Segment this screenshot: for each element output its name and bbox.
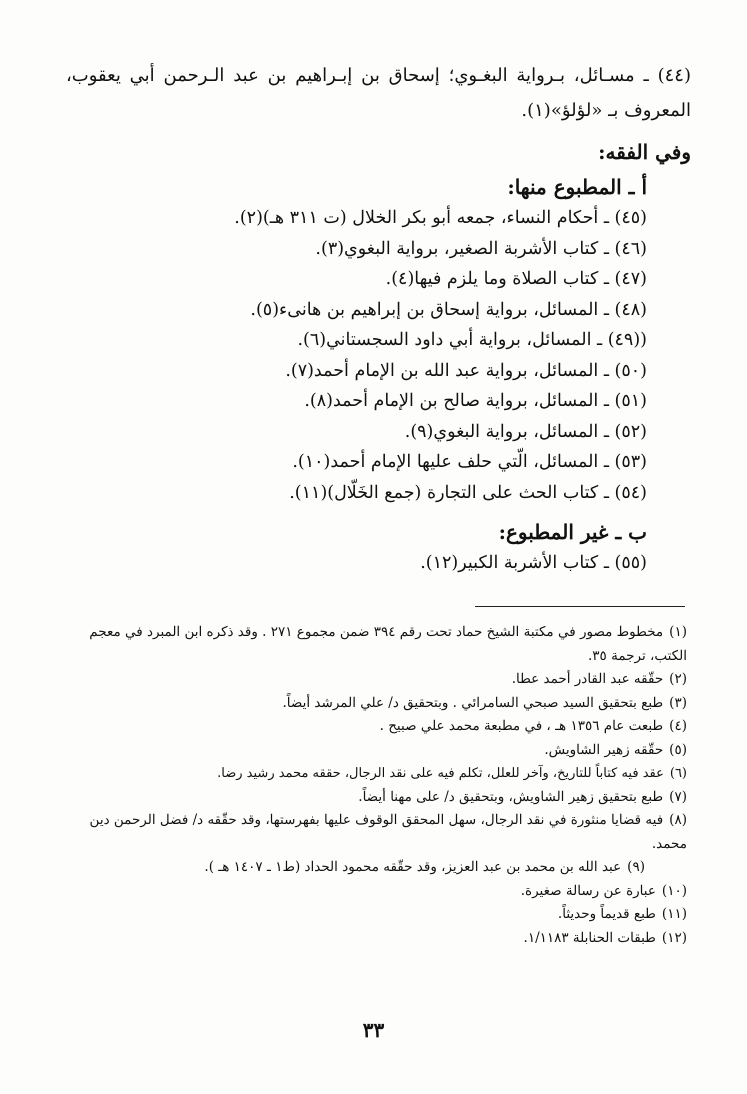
unprinted-works-list xyxy=(60,548,647,579)
footnote-divider xyxy=(475,606,685,607)
footnote-number: (٢) xyxy=(669,671,687,687)
footnote-text: مخطوط مصور في مكتبة الشيخ حماد تحت رقم ٣٩٤ ضمن مجموع ٢٧١ . وقد ذكره ابن المبرد في معجم الكتب، ترجمة ٣٥. xyxy=(89,624,687,664)
printed-works-list xyxy=(60,203,647,508)
footnote-number: (١) xyxy=(669,624,687,640)
footnote-number: (١٢) xyxy=(661,929,687,946)
list-item: (٥٤) ـ كتاب الحث على التجارة (جمع الخَلّال)(١١). xyxy=(289,482,647,503)
footnote-number: (٩) xyxy=(627,859,645,875)
footnote-number: (٣) xyxy=(669,694,687,711)
footnote xyxy=(64,668,687,692)
footnote-text: عبد الله بن محمد بن عبد العزيز، وقد حقّقه محمود الحداد (ط١ ـ ١٤٠٧ هـ ). xyxy=(204,859,622,875)
footnote-number: (٤) xyxy=(669,718,687,734)
unprinted-heading: ب ـ غير المطبوع: xyxy=(498,520,647,544)
footnote xyxy=(64,786,687,810)
list-item: (٥٥) ـ كتاب الأشربة الكبير(١٢). xyxy=(420,553,647,573)
footnote xyxy=(64,739,687,763)
footnote-text: حقّقه زهير الشاويش. xyxy=(544,741,664,758)
footnote-text: طبقات الحنابلة ١/١١٨٣. xyxy=(523,929,656,946)
footnote-text: حقّقه عبد القادر أحمد عطا. xyxy=(511,671,664,687)
footnote-text: طبع بتحقيق زهير الشاويش، وبتحقيق د/ على مهنا أيضاً. xyxy=(358,788,664,805)
footnote xyxy=(64,715,687,739)
footnote xyxy=(64,621,687,668)
list-item: (٥١) ـ المسائل، برواية صالح بن الإمام أحمد(٨). xyxy=(304,391,647,411)
footnote-text: طبعت عام ١٣٥٦ هـ ، في مطبعة محمد علي صبيح . xyxy=(379,718,664,734)
footnote-number: (١١) xyxy=(661,906,687,922)
footnote xyxy=(64,880,687,904)
footnote-text: فيه قضايا منثورة في نقد الرجال، سهل المحقق الوقوف عليها بفهرستها، وقد حقّقه د/ فضل الرحمن دين محمد. xyxy=(89,812,687,852)
footnote-text: طبع بتحقيق السيد صبحي السامرائي . وبتحقيق د/ علي المرشد أيضاً. xyxy=(282,694,664,711)
footnote-number: (١٠) xyxy=(661,882,687,899)
footnote-text: عقد فيه كتاباً للتاريخ، وآخر للعلل، تكلم فيه على نقد الرجال، حققه محمد رشيد رضا. xyxy=(217,766,664,781)
intro-paragraph: (٤٤) ـ مسـائل، بـرواية البغـوي؛ إسحاق بن إبـراهيم بن عبد الـرحمن أبي يعقوب، المعروف بـ «لؤلؤ»(١). xyxy=(66,65,691,121)
list-item: (٥٠) ـ المسائل، برواية عبد الله بن الإمام أحمد(٧). xyxy=(285,360,647,381)
footnote xyxy=(64,927,687,951)
footnote xyxy=(64,809,687,856)
footnote-number: (٥) xyxy=(669,741,687,758)
list-item: ((٤٩) ـ المسائل، برواية أبي داود السجستاني(٦). xyxy=(297,330,647,350)
page-number: ٣٣ xyxy=(362,1018,385,1042)
list-item: (٤٧) ـ كتاب الصلاة وما يلزم فيها(٤). xyxy=(385,269,647,289)
list-item: (٤٦) ـ كتاب الأشربة الصغير، برواية البغوي(٣). xyxy=(315,238,647,259)
footnote-number: (٧) xyxy=(669,788,687,805)
footnote xyxy=(64,762,687,786)
footnote-text: عبارة عن رسالة صغيرة. xyxy=(520,882,656,899)
footnote-number: (٦) xyxy=(669,766,687,781)
footnote-number: (٨) xyxy=(669,812,687,828)
footnote xyxy=(64,692,687,716)
list-item: (٥٣) ـ المسائل، الّتي حلف عليها الإمام أحمد(١٠). xyxy=(292,452,647,472)
fiqh-heading: وفي الفقه: xyxy=(598,140,691,164)
footnote xyxy=(64,903,687,927)
footnote-text: طبع قديماً وحديثاً. xyxy=(557,906,656,922)
list-item: (٥٢) ـ المسائل، برواية البغوي(٩). xyxy=(404,421,647,442)
printed-heading: أ ـ المطبوع منها: xyxy=(507,175,647,199)
list-item: (٤٨) ـ المسائل، برواية إسحاق بن إبراهيم بن هانىء(٥). xyxy=(250,299,647,320)
footnotes-list xyxy=(64,621,687,950)
list-item: (٤٥) ـ أحكام النساء، جمعه أبو بكر الخلال (ت ٣١١ هـ)(٢). xyxy=(234,208,647,228)
footnote xyxy=(64,856,687,880)
